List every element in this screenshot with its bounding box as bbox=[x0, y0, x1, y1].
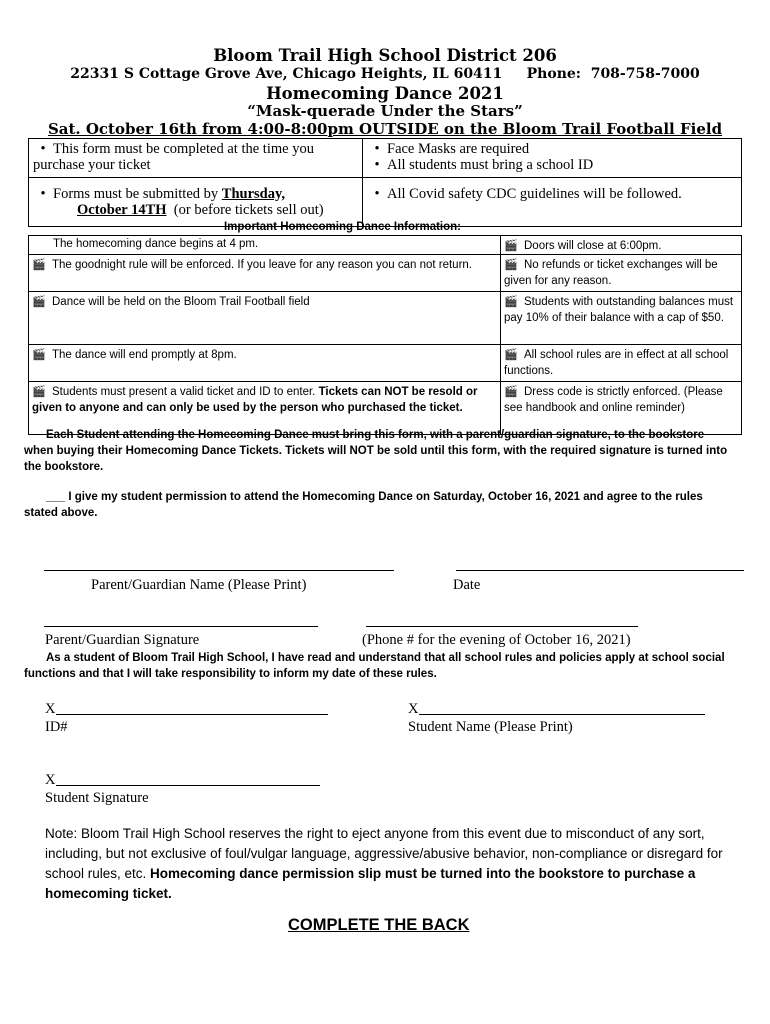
deadline-day: Thursday, bbox=[221, 186, 286, 202]
clapperboard-icon: 🎬 bbox=[504, 296, 518, 308]
info-cell bbox=[29, 255, 501, 292]
deadline-date: October 14TH bbox=[77, 202, 167, 218]
permission-statement: ___ I give my student permission to attend the Homecoming Dance on Saturday, October 16, 2021 and agree to the rules stated above. bbox=[24, 491, 703, 519]
school-address: 22331 S Cottage Grove Ave, Chicago Heights, IL 60411 Phone: 708-758-7000 bbox=[70, 66, 700, 82]
ticket-rule: Tickets can NOT be resold or given to anyone and can only be used by the person who purchased the ticket. bbox=[32, 386, 478, 414]
id-x-mark: X bbox=[45, 701, 56, 717]
info-cell bbox=[29, 236, 501, 255]
requirement-text: Forms must be submitted by bbox=[53, 186, 222, 202]
student-signature-line[interactable] bbox=[56, 785, 320, 786]
parent-name-label: Parent/Guardian Name (Please Print) bbox=[91, 577, 307, 593]
event-datetime: Sat. October 16th from 4:00-8:00pm OUTSIDE on the Bloom Trail Football Field bbox=[47, 120, 723, 138]
clapperboard-icon: 🎬 bbox=[32, 259, 46, 271]
student-signature-label: Student Signature bbox=[45, 790, 149, 806]
bullet-icon: • bbox=[374, 186, 380, 202]
info-text: Dress code is strictly enforced. (Please see handbook and online reminder) bbox=[504, 386, 723, 414]
bullet-icon: • bbox=[374, 141, 380, 157]
requirement-text: This form must be completed at the time you purchase your ticket bbox=[33, 141, 314, 173]
phone-label: (Phone # for the evening of October 16, 2021) bbox=[362, 632, 631, 648]
instructions-paragraph: Each Student attending the Homecoming Dance must bring this form, with a parent/guardian signature, to the bookstore when buying their Homecoming Dance Tickets. Tickets will NOT be sold until this form, with the required signature is turned into the bookstore. bbox=[24, 429, 728, 473]
parent-name-line[interactable] bbox=[44, 570, 394, 571]
clapperboard-icon: 🎬 bbox=[32, 386, 46, 398]
student-name-label: Student Name (Please Print) bbox=[408, 719, 573, 735]
requirement-text: All students must bring a school ID bbox=[387, 157, 594, 173]
requirement-cell bbox=[363, 139, 742, 178]
info-text: Doors will close at 6:00pm. bbox=[524, 240, 662, 252]
requirement-cell bbox=[29, 178, 363, 227]
info-cell bbox=[29, 292, 501, 345]
id-line[interactable] bbox=[56, 714, 328, 715]
info-cell bbox=[29, 345, 501, 382]
bullet-icon: • bbox=[374, 157, 380, 173]
student-signature-x-mark: X bbox=[45, 772, 56, 788]
clapperboard-icon: 🎬 bbox=[504, 259, 518, 271]
info-text: No refunds or ticket exchanges will be given for any reason. bbox=[504, 259, 718, 287]
info-text: Students with outstanding balances must pay 10% of their balance with a cap of $50. bbox=[504, 296, 734, 324]
clapperboard-icon: 🎬 bbox=[504, 386, 518, 398]
requirement-text: All Covid safety CDC guidelines will be followed. bbox=[387, 186, 682, 202]
bullet-icon: • bbox=[40, 186, 46, 202]
requirement-text: Face Masks are required bbox=[387, 141, 530, 157]
info-cell bbox=[501, 292, 742, 345]
requirements-table bbox=[28, 138, 742, 227]
clapperboard-icon: 🎬 bbox=[32, 349, 46, 361]
note-text: Note: Bloom Trail High School reserves the right to eject anyone from this event due to misconduct of any sort, including, but not exclusive of foul/vulgar language, aggressive/abusive behavior, non-compliance or disregard for school rules, etc. bbox=[45, 826, 723, 881]
school-name: Bloom Trail High School District 206 bbox=[213, 46, 557, 65]
parent-signature-line[interactable] bbox=[44, 626, 318, 627]
parent-signature-label: Parent/Guardian Signature bbox=[45, 632, 200, 648]
date-label: Date bbox=[453, 577, 481, 593]
info-text: Students must present a valid ticket and ID to enter. bbox=[52, 386, 319, 398]
note-bold-text: Homecoming dance permission slip must be turned into the bookstore to purchase a homecoming ticket. bbox=[45, 866, 696, 901]
bullet-icon: • bbox=[40, 141, 46, 157]
info-text: The goodnight rule will be enforced. If you leave for any reason you can not return. bbox=[52, 259, 473, 271]
clapperboard-icon: 🎬 bbox=[504, 240, 518, 252]
info-text: All school rules are in effect at all school functions. bbox=[504, 349, 729, 377]
info-table bbox=[28, 235, 742, 435]
event-title: Homecoming Dance 2021 bbox=[266, 84, 504, 103]
student-statement: As a student of Bloom Trail High School, I have read and understand that all school rules and policies apply at school social functions and that I will take responsibility to inform my date of these rules. bbox=[24, 652, 725, 680]
requirement-text: (or before tickets sell out) bbox=[166, 202, 324, 218]
phone-line[interactable] bbox=[366, 626, 638, 627]
date-line[interactable] bbox=[456, 570, 744, 571]
student-name-line[interactable] bbox=[419, 714, 705, 715]
clapperboard-icon: 🎬 bbox=[504, 349, 518, 361]
student-name-x-mark: X bbox=[408, 701, 419, 717]
info-text: Dance will be held on the Bloom Trail Football field bbox=[52, 296, 310, 308]
info-text: The dance will end promptly at 8pm. bbox=[52, 349, 237, 361]
id-label: ID# bbox=[45, 719, 68, 735]
requirement-cell bbox=[29, 139, 363, 178]
complete-the-back: COMPLETE THE BACK bbox=[288, 916, 470, 934]
requirement-cell bbox=[363, 178, 742, 227]
note-paragraph bbox=[45, 824, 735, 904]
info-cell bbox=[501, 255, 742, 292]
info-title: Important Homecoming Dance Information: bbox=[223, 221, 462, 233]
event-theme: “Mask-querade Under the Stars” bbox=[247, 102, 523, 120]
info-cell bbox=[501, 236, 742, 255]
clapperboard-icon: 🎬 bbox=[32, 296, 46, 308]
info-cell bbox=[501, 345, 742, 382]
info-text: The homecoming dance begins at 4 pm. bbox=[53, 238, 259, 250]
